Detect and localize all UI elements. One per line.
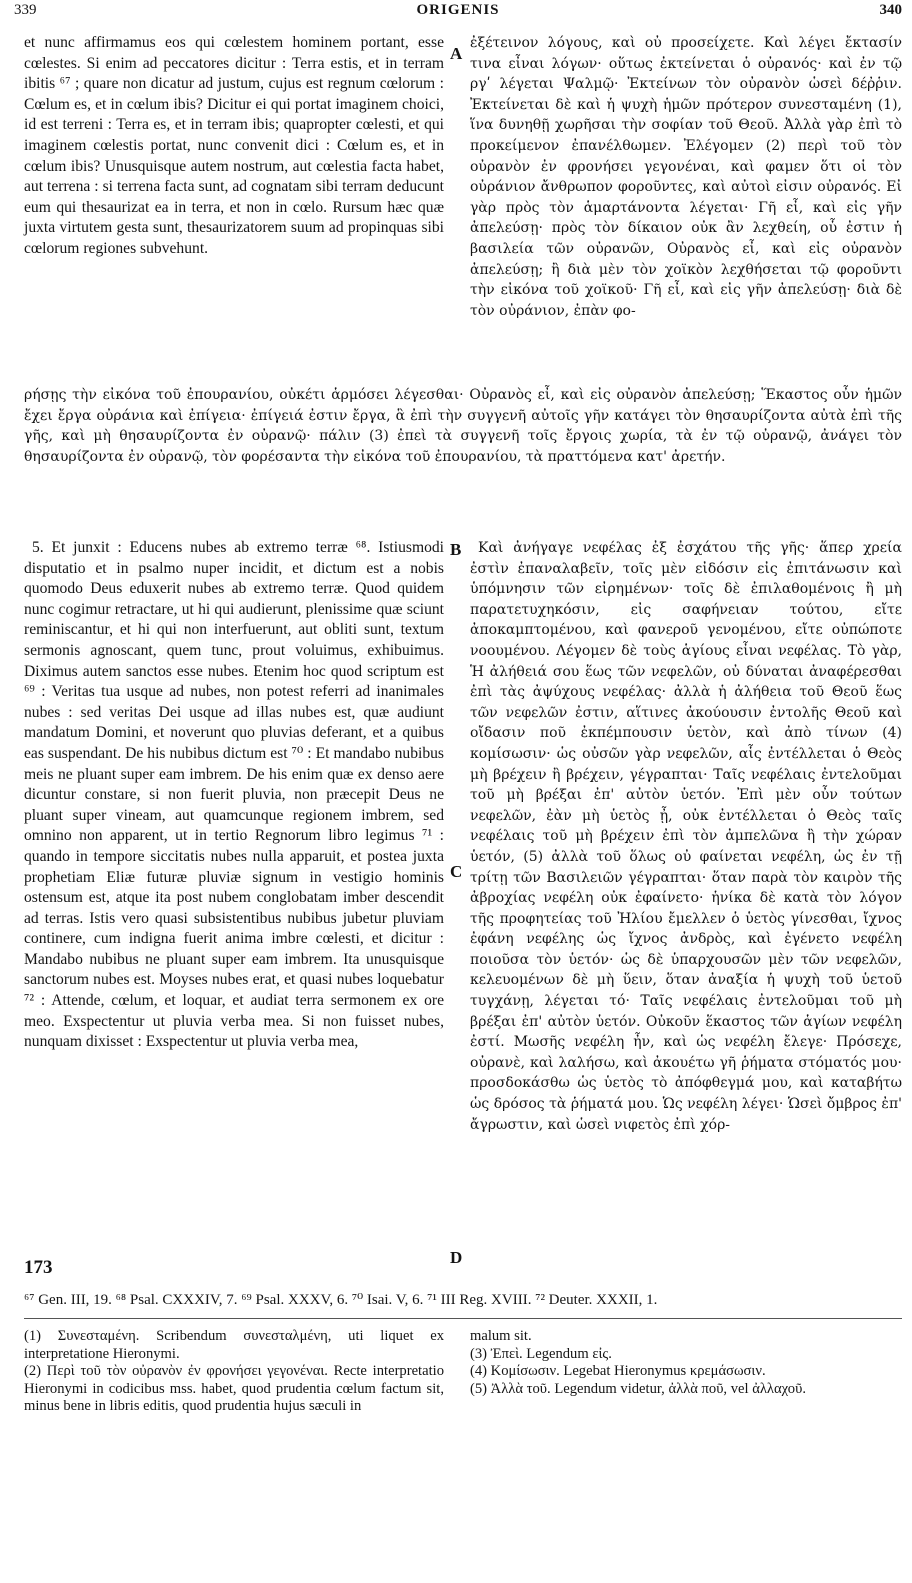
footnote-divider bbox=[24, 1318, 902, 1319]
footnote-3: (3) Ἐπεὶ. Legendum εἰς. bbox=[470, 1345, 612, 1362]
footnote-1: (1) Συνεσταμένη. Scribendum συνεσταλμένη, uti liquet ex interpretatione Hieronymi. bbox=[24, 1328, 444, 1362]
greek-paragraph-1: ἐξέτεινον λόγους, καὶ οὐ προσείχετε. Καὶ λέγει ἔκτασίν τινα εἶναι λόγων· οὕτως ἐκτείνεται ὁ οὐρανός· καὶ ἐν τῷ ργʹ λέγεται Ψαλμῷ· Ἐκτείνων τὸν οὐρανὸν ὡσεὶ δέῤῥιν. Ἐκτείνεται δὲ καὶ ἡ ψυχὴ ἡμῶν πρότερον συνεσταμένη (1), ἵνα δυνηθῇ χωρῆσαι τὴν σοφίαν τοῦ Θεοῦ. Ἀλλὰ γὰρ ἐπὶ τὸ προκείμενον ἐπανέλθωμεν. Ἐλέγομεν (2) περὶ τοῦ τὸν οὐρανὸν ἐν φρονήσει γεγονέναι, καὶ φαμεν ὅτι οἱ τὸν οὐράνιον ἄνθρωπον φοροῦντες, καὶ αὐτοὶ εἰσιν οὐρανός. Εἰ γὰρ πρὸς τὸν ἁμαρτάνοντα λέγεται· Γῆ εἶ, καὶ εἰς γῆν ἀπελεύσῃ· πρὸς τὸν δίκαιον οὐκ ἂν λεχθείη, οὗ ἐστιν ἡ βασιλεία τῶν οὐρανῶν, Οὐρανὸς εἶ, καὶ εἰς οὐρανὸν ἀπελεύσῃ; ἢ διὰ μὲν τὸν χοϊκὸν λεχθήσεται τῷ φοροῦντι τὴν εἰκόνα τοῦ χοϊκοῦ· Γῆ εἶ, καὶ εἰς γῆν ἀπελεύσῃ· διὰ δὲ τὸν οὐράνιον, ἐπὰν φο- bbox=[470, 35, 902, 319]
footnote-2-continued: malum sit. bbox=[470, 1328, 532, 1344]
margin-mark-d: D bbox=[450, 1248, 463, 1267]
greek-column-top bbox=[470, 33, 902, 383]
scripture-references: ⁶⁷ Gen. III, 19. ⁶⁸ Psal. CXXXIV, 7. ⁶⁹ Psal. XXXV, 6. ⁷⁰ Isai. V, 6. ⁷¹ III Reg. XVIII. ⁷² Deuter. XXXII, 1. bbox=[24, 1292, 658, 1308]
running-header bbox=[14, 2, 902, 24]
latin-column-top bbox=[24, 33, 444, 383]
running-title: ORIGENIS bbox=[416, 2, 500, 18]
greek-paragraph-2: Καὶ ἀνήγαγε νεφέλας ἐξ ἐσχάτου τῆς γῆς· ἅπερ χρεία ἐστὶν ἐπαναλαβεῖν, τοῖς μὲν εἰδόσιν εἰς ἐπιτάνωσιν καὶ ὑπόμνησιν τῶν εἰρημένων· τοῖς δὲ ἐπιλαθομένοις ἢ μὴ παρατετυχηκόσιν, εἰς σαφήνειαν τούτου, εἴτε ἀποκαμπτομένου, καὶ φανεροῦ γενομένου, εἴτε οὐπώποτε νοουμένου. Λέγομεν δὲ τοὺς ἁγίους εἶναι νεφέλας. Τὸ γὰρ, Ἡ ἀλήθειά σου ἕως τῶν νεφελῶν, οὐ δύναται ἀναφέρεσθαι ἐπὶ τὰς ἀψύχους νεφέλας· ἀλλὰ ἡ ἀλήθεια τοῦ Θεοῦ ἕως τῶν νεφελῶν ἐστιν, αἵτινες ἀκούουσιν ἐντολῆς Θεοῦ καὶ οἴδασιν ποῦ ἐκπέμπουσιν ὑετὸν, καὶ ἀπὸ τίνων (4) κομίσωσιν· ὡς οὐσῶν γὰρ νεφελῶν, αἷς ἐντέλλεται ὁ Θεὸς μὴ βρέχειν ἢ βρέχειν, γέγραπται· Ταῖς νεφέλαις ἐντελοῦμαι τοῦ μὴ βρέξαι ἐπ' αὐτὸν ὑετόν. Ἐπὶ μὲν οὖν τούτων νεφελῶν, ἐὰν μὴ ὑετὸς ᾖ, οὐκ ἐντέλλεται ὁ Θεὸς ταῖς νεφέλαις τοῦ μὴ βρέχειν ἐπὶ τὸν ἀμπελῶνα ἢ τὴν χώραν ὑετόν, (5) ἀλλὰ τοῦ ὅλως οὐ φαίνεται νεφέλη, ὡς ἐν τῇ τρίτῃ τῶν Βασιλειῶν γέγραπται· ὅταν παρὰ τὸν καιρὸν τῆς ἀβροχίας νεφέλη οὐκ ἐφαίνετο· ἡνίκα δὲ κατὰ τὸν λόγον τῆς προφητείας τοῦ Ἠλίου ἔμελλεν ὁ ὑετὸς γίνεσθαι, ἴχνος ἐφάνη νεφέλης ὡς ἴχνος ἀνδρὸς, καὶ ἐγένετο νεφέλη ποιοῦσα τὸν ὑετόν· ὡς δὲ ὑπαρχουσῶν μὲν τῶν νεφελῶν, κελευομένων δὲ μὴ ὕειν, ὅταν ἀναξία ἡ ψυχὴ τοῦ ὑετοῦ τυγχάνῃ, λέγεται τό· Ταῖς νεφέλαις ἐντελοῦμαι τοῦ μὴ βρέξαι ἐπ' αὐτὸν ὑετόν. Οὐκοῦν ἕκαστος τῶν ἁγίων νεφέλη ἐστί. Μωσῆς νεφέλη ἦν, καὶ ὡς νεφέλη ἔλεγε· Πρόσεχε, οὐρανὲ, καὶ λαλήσω, καὶ ἀκουέτω γῆ ῥήματα στόματός μου· προσδοκάσθω ὡς ὑετὸς τὸ ἀπόφθεγμά μου, καὶ καταβήτω ὡς δρόσος τὰ ῥήματά μου. Ὡς νεφέλη λέγει· Ὡσεὶ ὄμβρος ἐπ' ἄγρωστιν, καὶ ὡσεὶ νιφετὸς ἐπὶ χόρ- bbox=[470, 540, 902, 1133]
margin-mark-a: A bbox=[450, 44, 463, 63]
latin-paragraph-2: 5. Et junxit : Educens nubes ab extremo terræ ⁶⁸. Istiusmodi disputatio et in psalmo nuper incidit, et dictum est a nobis quomodo Deus eduxerit nubes ab extremo terræ. Quod quidem nunc cogimur retractare, ut hi qui audierunt, plenissime quæ sciunt reminiscantur, et hi qui non interfuerunt, aut obliti sunt, textum sermonis agnoscant, quem tunc, prout voluimus, exhibuimus. Diximus autem sanctos esse nubes. Etenim hoc quod scriptum est ⁶⁹ : Veritas tua usque ad nubes, non potest referri ad inanimales nubes : sed veritas Dei usque ad illas nubes est, quæ audiunt mandatum Domini, et noverunt quo pluvias deferant, et a quibus eas suspendant. De his nubibus dictum est ⁷⁰ : Et mandabo nubibus meis ne pluant super eam imbrem. De his enim quæ ex denso aere dicuntur constare, si non fuerit pluvia, non præcepit Deus ne pluant super vineam, aut quamcunque regionem imbrem, sed omnino non apparent, ut in tertio Regnorum libro legimus ⁷¹ : quando in tempore siccitatis nubes nulla apparuit, et postea juxta prophetiam Eliæ futuræ pluviæ signum in vestigio hominis ostensum est, atque ita post nubem conglobatam imber descendit ad terras. Istis vero quasi subsistentibus nubibus jubetur pluviam continere, cum indigna fuerit anima imbre cœlesti, et dicitur : Mandabo nubibus ne pluant super eam imbrem. Ita unusquisque sanctorum nubes est. Moyses nubes erat, et quasi nubes loquebatur ⁷² : Attende, cœlum, et loquar, et audiat terra sermonem ex ore meo. Exspectentur ut pluvia verba mea. Si non fuisset nubes, nunquam dixisset : Exspectentur ut pluvia verba mea, bbox=[24, 539, 444, 1051]
margin-mark-b: B bbox=[450, 540, 462, 559]
footnotes-right bbox=[470, 1328, 902, 1398]
migne-column-numeral: 173 bbox=[24, 1257, 53, 1278]
margin-mark-c: C bbox=[450, 862, 463, 881]
greek-column-bottom bbox=[470, 538, 902, 1268]
footnote-4: (4) Κομίσωσιν. Legebat Hieronymus κρεμάσωσιν. bbox=[470, 1363, 766, 1379]
footnote-5: (5) Ἀλλὰ τοῦ. Legendum videtur, ἀλλὰ ποῦ, vel ἀλλαχοῦ. bbox=[470, 1380, 806, 1397]
latin-paragraph-1: et nunc affirmamus eos qui cœlestem hominem portant, esse cœlestes. Si enim ad peccatores dicitur : Terra estis, et in terram ibitis ⁶⁷ ; quare non dicatur ad justum, cujus est regnum cœlorum : Cœlum es, et in cœlum ibis? Dicitur ei qui portat imaginem choici, id est terreni : Terra es, et in terram ibis; quapropter cœlesti, et qui imaginem cœlestis portat, nunc convenit dici : Cœlum es, et in cœlum ibis? Unusquisque autem nostrum, aut cœlestia facta habet, aut terrena : si terrena facta sunt, ad cognatam sibi terram deducunt eum qui thesaurizat ea in terra, et non in cœlo. Rursum hæc quæ juxta virtutem gesta sunt, thesaurizatorem suum ad propinquas sibi cœlorum regiones subvehunt. bbox=[24, 34, 444, 257]
latin-column-bottom bbox=[24, 538, 444, 1268]
left-page-number: 339 bbox=[14, 2, 37, 18]
greek-full-width-block bbox=[24, 385, 902, 530]
right-page-number: 340 bbox=[879, 2, 902, 18]
footnote-2: (2) Περὶ τοῦ τὸν οὐρανὸν ἐν φρονήσει γεγονέναι. Recte interpretatio Hieronymi in codicibus mss. habet, quod prudentia cœlum factum sit, minus bene in libris editis, quod prudentia hujus sæculi in bbox=[24, 1363, 444, 1414]
greek-paragraph-wide: ρήσῃς τὴν εἰκόνα τοῦ ἐπουρανίου, οὐκέτι ἁρμόσει λέγεσθαι· Οὐρανὸς εἶ, καὶ εἰς οὐρανὸν ἀπελεύσῃ; Ἕκαστος οὖν ἡμῶν ἔχει ἔργα οὐράνια καὶ ἐπίγεια· ἐπίγειά ἐστιν ἔργα, ἃ ἐπὶ τὴν συγγενῆ αὐτοῖς γῆν κατάγει τὸν θησαυρίζοντα αὐτὰ ἐπὶ τῆς γῆς, καὶ μὴ θησαυρίζοντα ἐν οὐρανῷ· πάλιν (3) ἐπεὶ τὰ συγγενῆ τοῖς ἔργοις χωρία, τὰ ἐν τῷ οὐρανῷ, ἀνάγει τὸν θησαυρίζοντα ἐν οὐρανῷ, τὸν φορέσαντα τὴν εἰκόνα τοῦ ἐπουρανίου, τὰ πραττόμενα κατ' ἀρετήν. bbox=[24, 387, 902, 465]
footnotes-left bbox=[24, 1328, 444, 1416]
